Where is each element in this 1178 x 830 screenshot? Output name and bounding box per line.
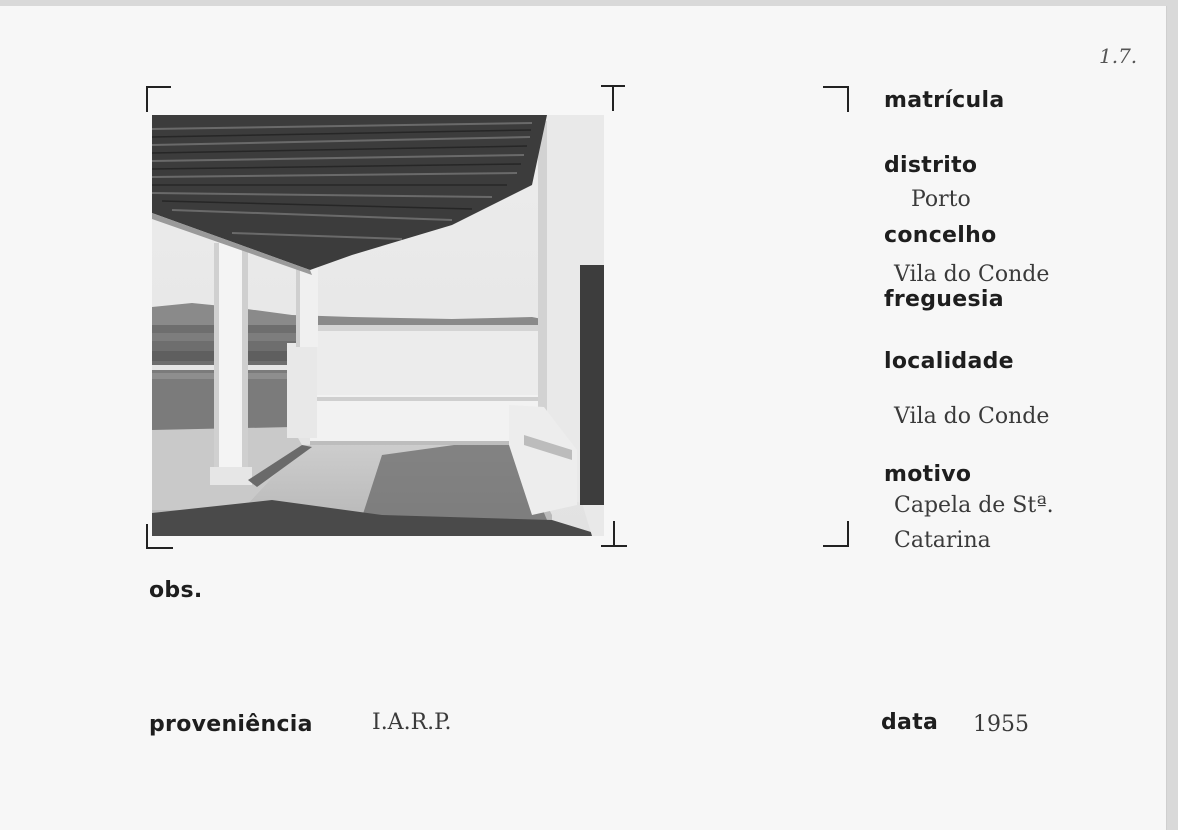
porch-photo: [152, 115, 604, 536]
motivo-value-line2: Catarina: [894, 528, 991, 553]
matricula-label: matrícula: [884, 88, 1005, 113]
proveniencia-label: proveniência: [149, 712, 313, 737]
obs-label: obs.: [149, 578, 203, 603]
motivo-label: motivo: [884, 462, 972, 487]
distrito-label: distrito: [884, 153, 978, 178]
localidade-value: Vila do Conde: [894, 404, 1050, 429]
concelho-value: Vila do Conde: [894, 262, 1050, 287]
corner-note: 1.7.: [1099, 44, 1138, 68]
data-value: 1955: [973, 712, 1029, 737]
localidade-label: localidade: [884, 349, 1014, 374]
distrito-value: Porto: [911, 187, 971, 212]
proveniencia-value: I.A.R.P.: [372, 710, 452, 735]
motivo-value-line1: Capela de Stª.: [894, 493, 1054, 518]
record-card: [0, 6, 1166, 830]
photograph: [152, 115, 604, 536]
freguesia-label: freguesia: [884, 287, 1004, 312]
data-label: data: [881, 710, 939, 735]
concelho-label: concelho: [884, 223, 997, 248]
